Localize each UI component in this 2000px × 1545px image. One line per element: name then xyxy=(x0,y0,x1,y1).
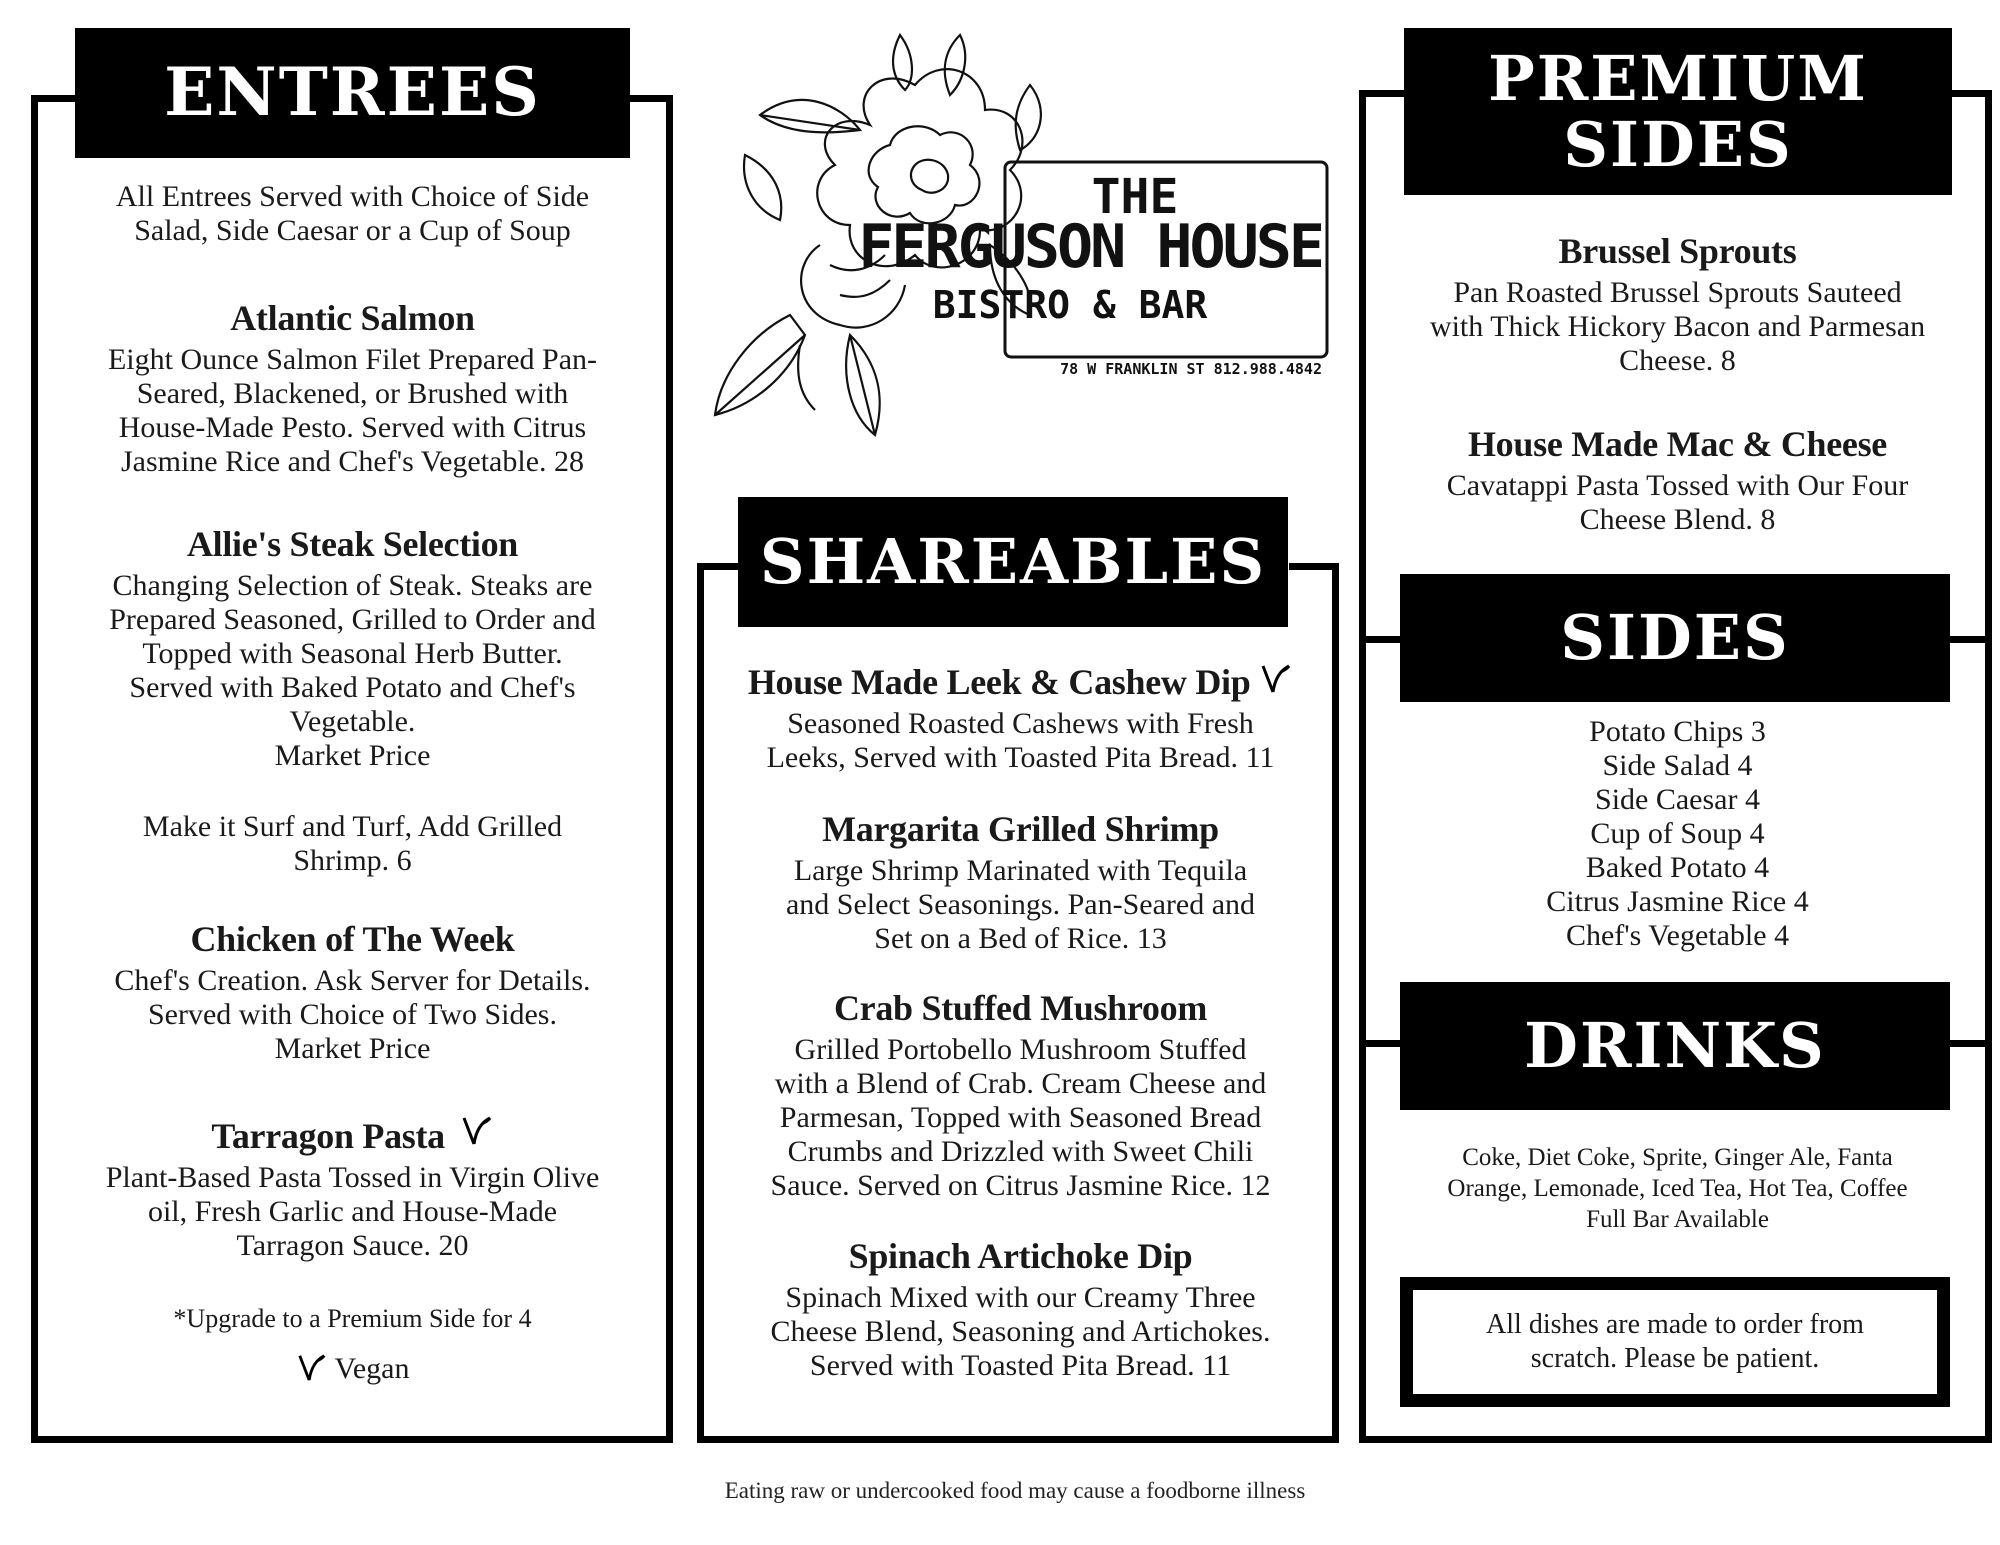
item-desc-line: Grilled Portobello Mushroom Stuffed xyxy=(794,1033,1247,1066)
item-title: Chicken of The Week xyxy=(190,919,515,959)
item-title: Margarita Grilled Shrimp xyxy=(822,809,1219,849)
item-desc-line: with Thick Hickory Bacon and Parmesan xyxy=(1429,310,1926,343)
item-desc-line: Seared, Blackened, or Brushed with xyxy=(136,377,569,410)
menu-item-margarita-shrimp xyxy=(708,808,1333,956)
item-desc-line: Vegetable. xyxy=(289,705,416,738)
logo-text-the: THE xyxy=(1085,173,1185,221)
entrees-heading-text: ENTREES xyxy=(164,53,541,132)
item-desc-line: Market Price xyxy=(274,739,431,772)
made-to-order-notice xyxy=(1400,1277,1950,1407)
shareables-heading-text: SHAREABLES xyxy=(759,525,1267,599)
item-desc-line: Spinach Mixed with our Creamy Three xyxy=(785,1281,1256,1314)
entrees-intro-line: All Entrees Served with Choice of Side xyxy=(115,180,590,213)
menu-item-spinach-dip xyxy=(708,1235,1333,1383)
vegan-legend xyxy=(40,1350,665,1386)
menu-item-mac-and-cheese xyxy=(1370,423,1985,537)
logo-text-name: FERGUSON HOUSE xyxy=(858,212,1322,282)
item-desc-line: Eight Ounce Salmon Filet Prepared Pan- xyxy=(107,343,598,376)
item-title xyxy=(40,1112,665,1157)
item-desc-line: House-Made Pesto. Served with Citrus xyxy=(118,411,587,444)
item-desc-line: and Select Seasonings. Pan-Seared and xyxy=(785,888,1256,921)
item-desc-line: Served with Baked Potato and Chef's xyxy=(129,671,576,704)
item-title-text: House Made Leek & Cashew Dip xyxy=(747,662,1251,702)
vegan-leaf-icon xyxy=(296,1352,335,1385)
item-desc-line: Cheese. 8 xyxy=(1619,344,1736,377)
item-desc-line: Crumbs and Drizzled with Sweet Chili xyxy=(787,1135,1254,1168)
menu-item-brussel-sprouts xyxy=(1370,230,1985,378)
list-item: Side Caesar 4 xyxy=(1595,783,1760,816)
premium-sides-heading-line: SIDES xyxy=(1563,107,1793,181)
item-desc-line: Shrimp. 6 xyxy=(293,844,412,877)
item-desc-line: Parmesan, Topped with Seasoned Bread xyxy=(779,1101,1262,1134)
item-desc-line: Cheese Blend. 8 xyxy=(1579,503,1776,536)
sides-heading xyxy=(1400,574,1950,702)
item-desc-line: Leeks, Served with Toasted Pita Bread. 11 xyxy=(766,741,1275,774)
item-title: Crab Stuffed Mushroom xyxy=(833,988,1208,1028)
item-desc-line: Make it Surf and Turf, Add Grilled xyxy=(142,810,563,843)
item-title: Allie's Steak Selection xyxy=(186,524,519,564)
sides-heading-text: SIDES xyxy=(1560,601,1790,675)
item-desc-line: Pan Roasted Brussel Sprouts Sauteed xyxy=(1453,276,1902,309)
drinks-line: Orange, Lemonade, Iced Tea, Hot Tea, Coffee xyxy=(1447,1175,1908,1202)
drinks-line: Coke, Diet Coke, Sprite, Ginger Ale, Fanta xyxy=(1462,1144,1893,1171)
premium-upgrade-note xyxy=(40,1302,665,1336)
food-safety-disclaimer: Eating raw or undercooked food may cause a foodborne illness xyxy=(724,1478,1306,1503)
item-desc-line: Topped with Seasonal Herb Butter. xyxy=(142,637,563,670)
entrees-heading xyxy=(75,28,630,158)
item-desc-line: Jasmine Rice and Chef's Vegetable. 28 xyxy=(120,445,585,478)
item-desc-line: Cavatappi Pasta Tossed with Our Four xyxy=(1446,469,1909,502)
drinks-line: Full Bar Available xyxy=(1586,1206,1769,1233)
menu-item-leek-cashew-dip xyxy=(708,660,1333,775)
item-title: Spinach Artichoke Dip xyxy=(848,1236,1193,1276)
logo-text-subtitle: BISTRO & BAR xyxy=(932,283,1208,327)
menu-item-allies-steak xyxy=(40,523,665,773)
drinks-list xyxy=(1370,1142,1985,1235)
vegan-leaf-icon xyxy=(460,1116,494,1156)
item-desc-line: Sauce. Served on Citrus Jasmine Rice. 12 xyxy=(770,1169,1271,1202)
item-desc-line: Chef's Creation. Ask Server for Details. xyxy=(114,964,591,997)
upgrade-note-text: *Upgrade to a Premium Side for 4 xyxy=(173,1304,532,1333)
list-item: Citrus Jasmine Rice 4 xyxy=(1546,885,1809,918)
list-item: Potato Chips 3 xyxy=(1589,715,1766,748)
surf-and-turf-addon xyxy=(40,810,665,878)
item-desc-line: Changing Selection of Steak. Steaks are xyxy=(112,569,593,602)
vegan-legend-line xyxy=(40,1350,665,1386)
item-title: Atlantic Salmon xyxy=(230,298,475,338)
menu-item-chicken-of-the-week xyxy=(40,918,665,1066)
item-desc-line: with a Blend of Crab. Cream Cheese and xyxy=(774,1067,1267,1100)
menu-item-atlantic-salmon xyxy=(40,297,665,479)
item-desc-line: Cheese Blend, Seasoning and Artichokes. xyxy=(770,1315,1271,1348)
menu-item-tarragon-pasta xyxy=(40,1112,665,1263)
item-title-text: Tarragon Pasta xyxy=(211,1116,445,1156)
item-desc-line: oil, Fresh Garlic and House-Made xyxy=(147,1195,558,1228)
shareables-heading xyxy=(738,497,1288,627)
menu-item-crab-mushroom xyxy=(708,987,1333,1203)
item-title: House Made Mac & Cheese xyxy=(1467,424,1887,464)
logo-address: 78 W FRANKLIN ST 812.988.4842 xyxy=(1060,360,1322,378)
list-item: Side Salad 4 xyxy=(1602,749,1753,782)
item-desc-line: Seasoned Roasted Cashews with Fresh xyxy=(787,707,1254,740)
drinks-heading-text: DRINKS xyxy=(1524,1009,1826,1083)
item-desc-line: Prepared Seasoned, Grilled to Order and xyxy=(109,603,596,636)
item-desc-line: Tarragon Sauce. 20 xyxy=(236,1229,469,1262)
premium-sides-heading-line: PREMIUM xyxy=(1488,42,1868,116)
list-item: Baked Potato 4 xyxy=(1585,851,1770,884)
item-desc-line: Set on a Bed of Rice. 13 xyxy=(874,922,1167,955)
item-desc-line: Served with Choice of Two Sides. xyxy=(148,998,557,1031)
notice-line: scratch. Please be patient. xyxy=(1530,1343,1820,1374)
entrees-intro xyxy=(40,180,665,248)
drinks-heading xyxy=(1400,982,1950,1110)
list-item: Cup of Soup 4 xyxy=(1590,817,1765,850)
list-item: Chef's Vegetable 4 xyxy=(1565,919,1790,952)
item-desc-line: Large Shrimp Marinated with Tequila xyxy=(793,854,1248,887)
entrees-intro-line: Salad, Side Caesar or a Cup of Soup xyxy=(134,214,571,247)
vegan-legend-label: Vegan xyxy=(334,1352,410,1385)
restaurant-logo xyxy=(700,15,1330,465)
notice-line: All dishes are made to order from xyxy=(1486,1309,1864,1340)
vegan-leaf-icon xyxy=(1259,662,1293,702)
item-title xyxy=(708,660,1333,703)
item-title: Brussel Sprouts xyxy=(1558,231,1797,271)
item-desc-line: Market Price xyxy=(274,1032,431,1065)
premium-sides-heading xyxy=(1404,28,1952,195)
item-desc-line: Served with Toasted Pita Bread. 11 xyxy=(809,1349,1232,1382)
item-desc-line: Plant-Based Pasta Tossed in Virgin Olive xyxy=(105,1161,600,1194)
sides-list xyxy=(1370,715,1985,953)
